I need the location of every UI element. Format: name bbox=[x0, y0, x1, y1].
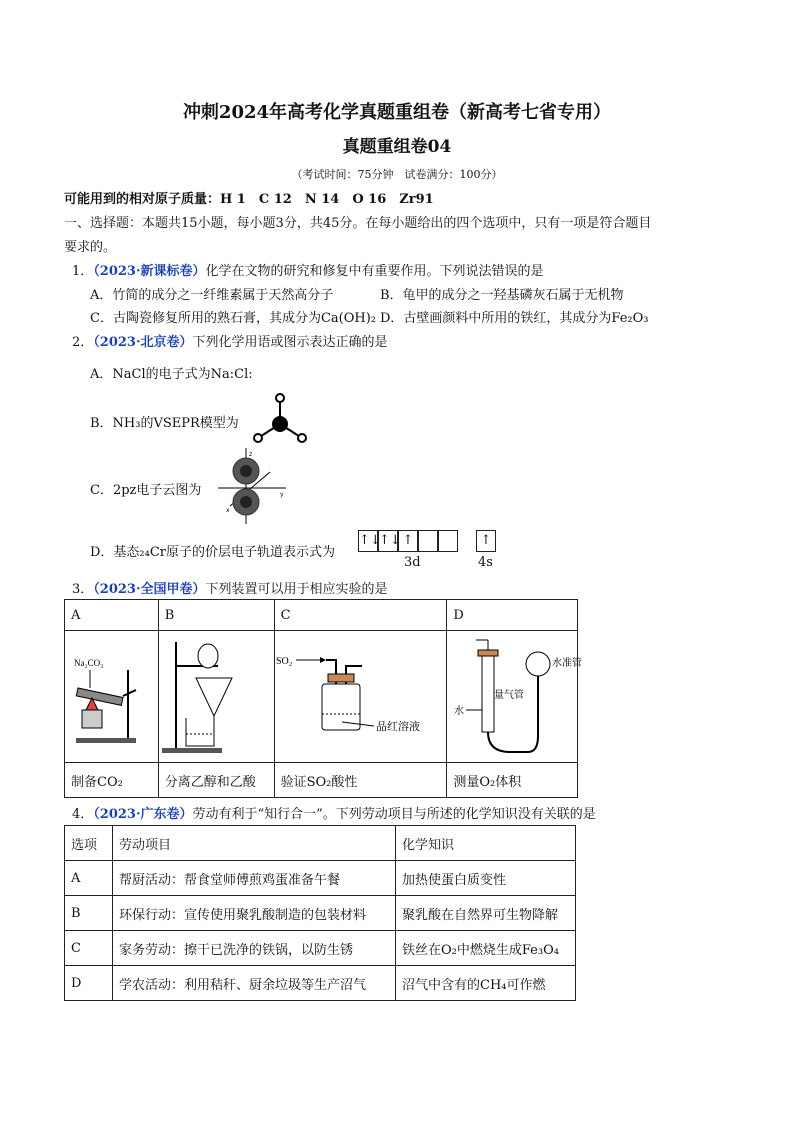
table-cell: 铁丝在O₂中燃烧生成Fe₃O₄ bbox=[396, 931, 576, 966]
question-source: （2023·新课标卷） bbox=[93, 264, 206, 279]
orbital-4s-label: 4s bbox=[478, 555, 493, 570]
question-text: 化学在文物的研究和修复中有重要作用。下列说法错误的是 bbox=[205, 264, 544, 279]
option-a: A．竹简的成分之一纤维素属于天然高分子 bbox=[90, 288, 334, 303]
table-cell: 家务劳动：擦干已洗净的铁锅，以防生锈 bbox=[113, 931, 396, 966]
orbital-4s-box bbox=[476, 530, 496, 552]
atomic-mass-line: 可能用到的相对原子质量：H 1 C 12 N 14 O 16 Zr91 bbox=[64, 192, 434, 207]
option-c: C．2pz电子云图为 bbox=[90, 483, 202, 498]
question-number: 2． bbox=[72, 335, 94, 350]
orbital-cell bbox=[438, 530, 458, 552]
table-row bbox=[65, 966, 576, 1001]
question-3-stem bbox=[72, 578, 388, 597]
question-number: 3． bbox=[72, 582, 94, 597]
page-title: 冲刺2024年高考化学真题重组卷（新高考七省专用） bbox=[182, 102, 612, 123]
table-cell: 学农活动：利用秸秆、厨余垃圾等生产沼气 bbox=[113, 966, 396, 1001]
question-text: 下列化学用语或图示表达正确的是 bbox=[192, 335, 388, 350]
axis-x-label: x bbox=[226, 507, 230, 514]
orbital-cell: ↑↓ bbox=[378, 530, 398, 552]
vsepr-model-diagram bbox=[250, 388, 310, 448]
pinhong-label: 品红溶液 bbox=[376, 720, 420, 733]
pz-orbital-diagram bbox=[214, 446, 294, 526]
option-b: B．龟甲的成分之一羟基磷灰石属于无机物 bbox=[380, 288, 624, 303]
question-number: 4． bbox=[72, 807, 94, 822]
exam-info: （考试时间：75分钟 试卷满分：100分） bbox=[291, 168, 503, 181]
orbital-cell bbox=[418, 530, 438, 552]
axis-z-label: z bbox=[249, 451, 253, 458]
table-header: C bbox=[274, 600, 447, 631]
question-source: （2023·全国甲卷） bbox=[93, 582, 206, 597]
question-source: （2023·广东卷） bbox=[93, 807, 193, 822]
table-row bbox=[65, 931, 576, 966]
table-header: D bbox=[447, 600, 578, 631]
apparatus-d-diagram bbox=[448, 636, 582, 760]
question-2-stem bbox=[72, 331, 388, 350]
table-cell: A bbox=[65, 861, 113, 896]
table-cell: D bbox=[65, 966, 113, 1001]
water-label: 水 bbox=[454, 706, 464, 717]
axis-y-label: y bbox=[280, 491, 284, 498]
orbital-3d-label: 3d bbox=[404, 555, 421, 570]
section-instructions-2: 要求的。 bbox=[64, 240, 117, 255]
table-caption: 验证SO₂酸性 bbox=[274, 763, 447, 798]
option-c: C．古陶瓷修复所用的熟石膏，其成分为Ca(OH)₂ bbox=[90, 311, 376, 326]
liangqi-label: 量气管 bbox=[494, 690, 524, 701]
table-header: B bbox=[158, 600, 274, 631]
question-source: （2023·北京卷） bbox=[93, 335, 193, 350]
orbital-cell: ↑↓ bbox=[358, 530, 378, 552]
table-cell: 沼气中含有的CH₄可作燃 bbox=[396, 966, 576, 1001]
table-cell: 帮厨活动：帮食堂师傅煎鸡蛋准备午餐 bbox=[113, 861, 396, 896]
table-cell: B bbox=[65, 896, 113, 931]
apparatus-a-diagram bbox=[68, 640, 158, 760]
table-row bbox=[65, 896, 576, 931]
option-a: A．NaCl的电子式为Na:Cl: bbox=[90, 367, 253, 382]
apparatus-b-diagram bbox=[156, 636, 260, 760]
table-header: 化学知识 bbox=[396, 826, 576, 861]
na2co3-label: Na₂CO₃ bbox=[74, 658, 104, 668]
table-caption: 测量O₂体积 bbox=[447, 763, 578, 798]
orbital-cell: ↑ bbox=[476, 530, 496, 552]
question-4-stem bbox=[72, 803, 596, 822]
orbital-3d-boxes bbox=[358, 530, 462, 552]
page-subtitle: 真题重组卷04 bbox=[342, 137, 452, 157]
section-instructions-1: 一、选择题：本题共15小题，每小题3分，共45分。在每小题给出的四个选项中，只有一项是符合题目 bbox=[64, 216, 652, 231]
orbital-cell: ↑ bbox=[398, 530, 418, 552]
table-cell: 聚乳酸在自然界可生物降解 bbox=[396, 896, 576, 931]
question-text: 下列装置可以用于相应实验的是 bbox=[205, 582, 388, 597]
option-d: D．基态₂₄Cr原子的价层电子轨道表示式为 bbox=[90, 545, 336, 560]
table-cell: C bbox=[65, 931, 113, 966]
labor-table bbox=[64, 825, 576, 1001]
apparatus-c-diagram bbox=[270, 640, 430, 760]
question-1-stem bbox=[72, 260, 544, 279]
table-caption: 分离乙醇和乙酸 bbox=[158, 763, 274, 798]
question-text: 劳动有利于“知行合一”。下列劳动项目与所述的化学知识没有关联的是 bbox=[192, 807, 596, 822]
table-header: A bbox=[65, 600, 159, 631]
table-header: 选项 bbox=[65, 826, 113, 861]
question-number: 1． bbox=[72, 264, 94, 279]
option-d: D．古壁画颜料中所用的铁红，其成分为Fe₂O₃ bbox=[380, 311, 649, 326]
table-header: 劳动项目 bbox=[113, 826, 396, 861]
table-cell: 加热使蛋白质变性 bbox=[396, 861, 576, 896]
table-cell: 环保行动：宣传使用聚乳酸制造的包装材料 bbox=[113, 896, 396, 931]
so2-label: SO₂ bbox=[276, 656, 293, 667]
option-b: B．NH₃的VSEPR模型为 bbox=[90, 416, 239, 431]
table-caption: 制备CO₂ bbox=[65, 763, 159, 798]
shuizhun-label: 水准管 bbox=[552, 658, 582, 669]
table-row bbox=[65, 861, 576, 896]
